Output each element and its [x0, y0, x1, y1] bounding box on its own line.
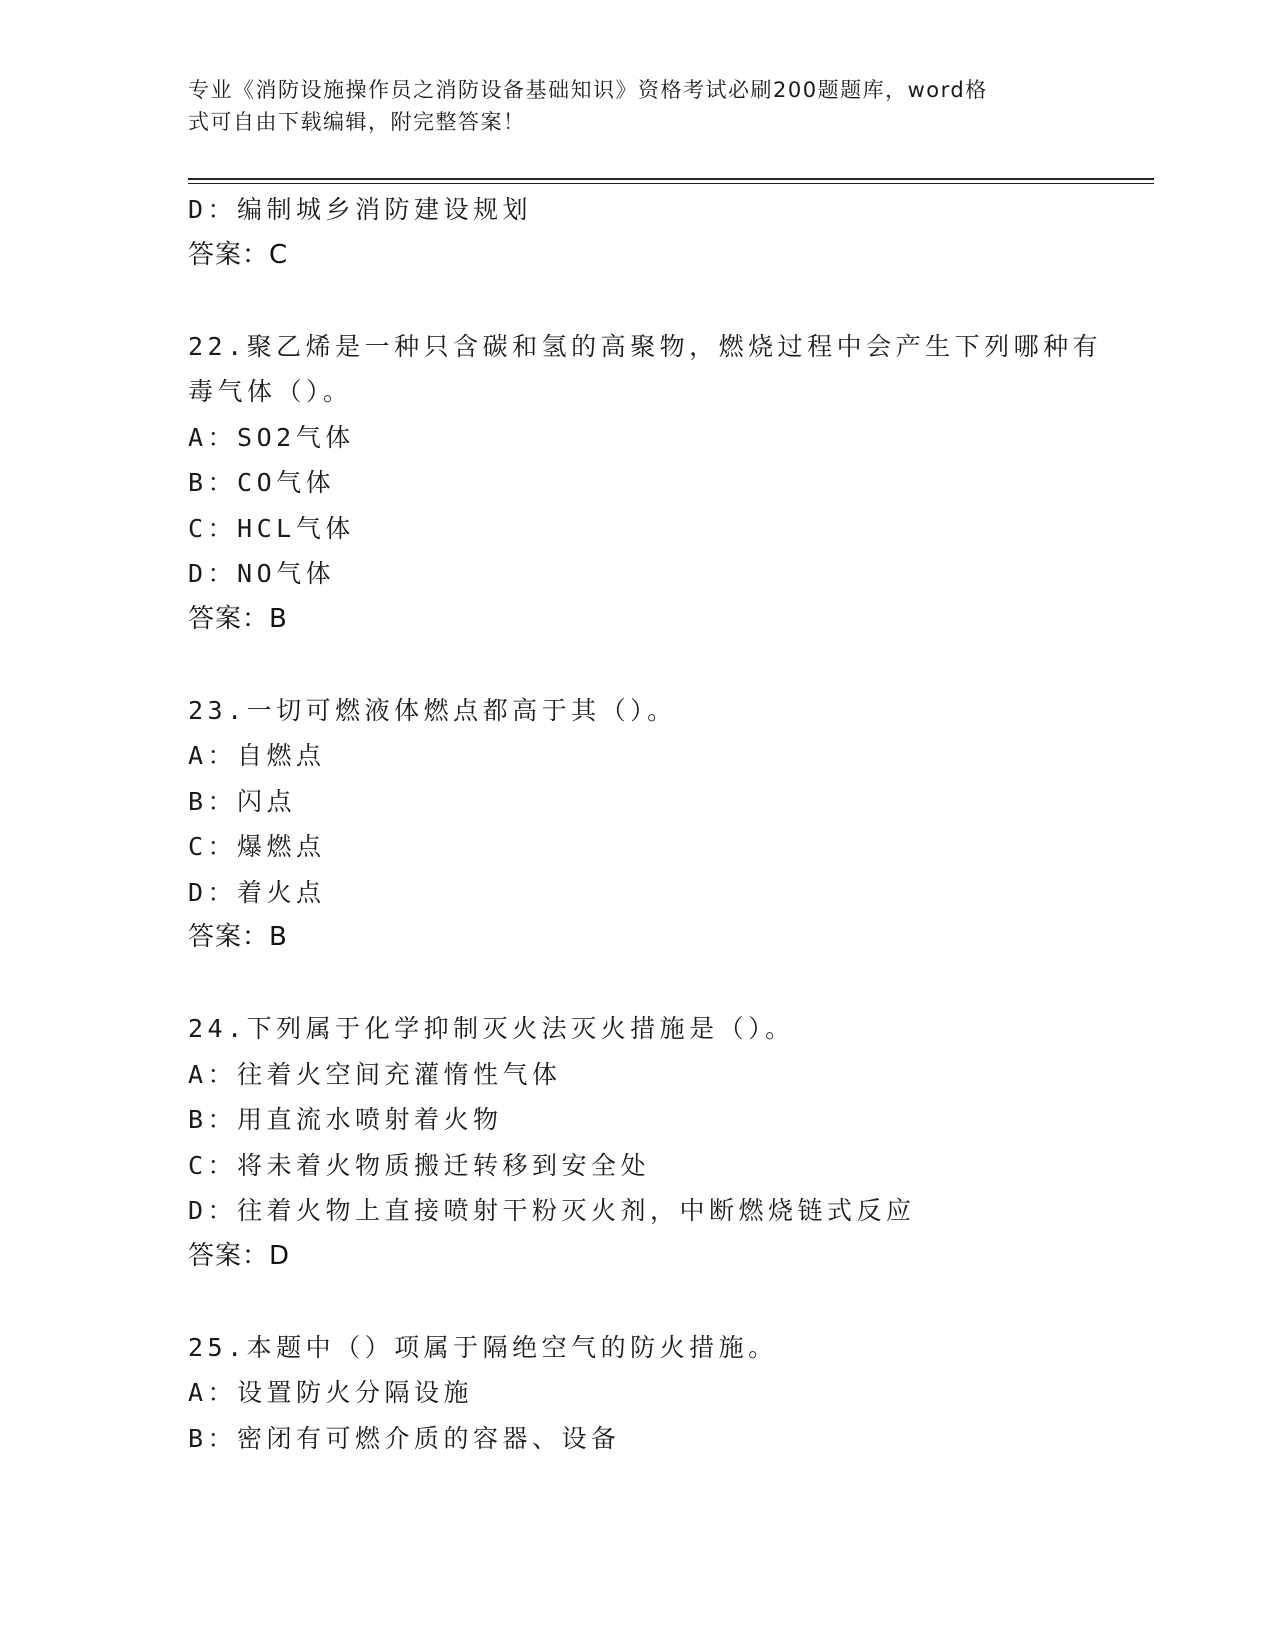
- question-stem-continued: 毒气体（）。: [188, 377, 353, 406]
- question-content: [188, 187, 1148, 1461]
- header-line-2: 式可自由下载编辑，附完整答案！: [188, 110, 526, 134]
- question-stem: 22.聚乙烯是一种只含碳和氢的高聚物，燃烧过程中会产生下列哪种有: [188, 331, 1103, 361]
- option-c: C：爆燃点: [188, 832, 326, 861]
- option-d: D：着火点: [188, 877, 326, 907]
- question-21-tail: [188, 187, 1148, 278]
- option-d: D：往着火物上直接喷射干粉灭火剂，中断燃烧链式反应: [188, 1196, 916, 1225]
- option-a: A：自燃点: [188, 741, 326, 770]
- question-25: [188, 1325, 1148, 1462]
- option-c: C：将未着火物质搬迁转移到安全处: [188, 1150, 651, 1180]
- header-line-1: 专业《消防设施操作员之消防设备基础知识》资格考试必刷200题题库，word格: [188, 78, 988, 102]
- spacer: [188, 642, 1148, 688]
- option-c: C：HCL气体: [188, 513, 355, 543]
- answer-line: 答案：C: [188, 239, 289, 270]
- option-a: A：SO2气体: [188, 422, 355, 452]
- spacer: [188, 1279, 1148, 1325]
- header-divider-thin: [188, 183, 1154, 184]
- answer-line: 答案：D: [188, 1240, 291, 1271]
- question-stem: 23.一切可燃液体燃点都高于其（）。: [188, 695, 677, 725]
- spacer: [188, 961, 1148, 1007]
- option-a: A：设置防火分隔设施: [188, 1378, 474, 1407]
- option-d: D：编制城乡消防建设规划: [188, 195, 533, 224]
- option-a: A：往着火空间充灌惰性气体: [188, 1059, 562, 1089]
- question-stem: 24.下列属于化学抑制灭火法灭火措施是（）。: [188, 1014, 795, 1043]
- option-b: B：闪点: [188, 786, 297, 816]
- option-d: D：NO气体: [188, 559, 336, 588]
- header-divider-thick: [188, 178, 1154, 180]
- option-b: B：用直流水喷射着火物: [188, 1105, 503, 1134]
- question-stem: 25.本题中（）项属于隔绝空气的防火措施。: [188, 1332, 778, 1362]
- spacer: [188, 278, 1148, 324]
- option-b: B：密闭有可燃介质的容器、设备: [188, 1423, 621, 1453]
- question-22: [188, 324, 1148, 643]
- option-b: B：CO气体: [188, 468, 336, 497]
- answer-line: 答案：B: [188, 922, 288, 952]
- question-23: [188, 688, 1148, 961]
- document-header: [188, 74, 1068, 138]
- question-24: [188, 1006, 1148, 1279]
- answer-line: 答案：B: [188, 603, 288, 634]
